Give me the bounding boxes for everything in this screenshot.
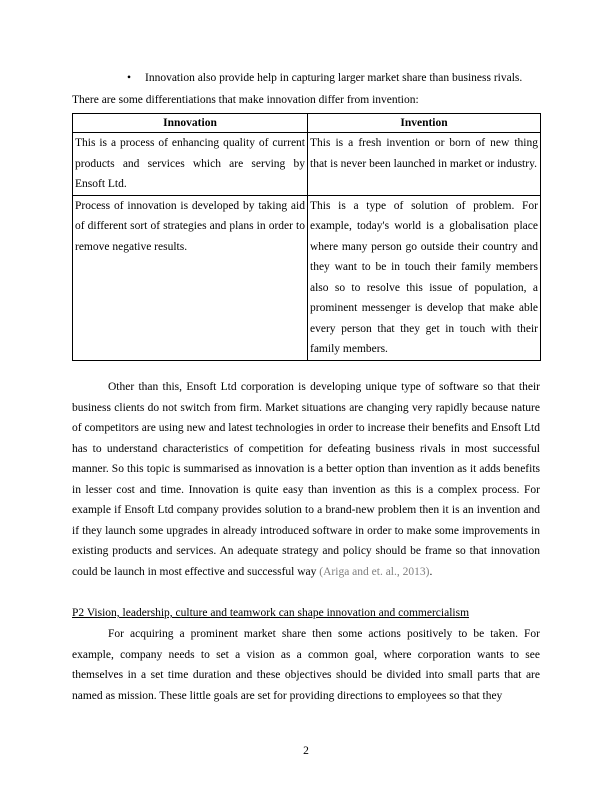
table-header-row bbox=[73, 114, 541, 133]
paragraph-end: . bbox=[429, 565, 433, 578]
table-row bbox=[73, 133, 541, 196]
intro-text: There are some differentiations that make innovation differ from invention: bbox=[72, 94, 419, 106]
table-header-innovation: Innovation bbox=[73, 114, 308, 133]
body-paragraph: For acquiring a prominent market share then some actions positively to be taken. For example, company needs to set a vision as a common goal, where corporation wants to see themselves in a set time duration and these objectives should be divided into small parts that are named as mission. These little goals are set for providing directions to employees so that they bbox=[72, 628, 540, 702]
table-cell: This is a type of solution of problem. For example, today's world is a globalisation place where many person go outside their country and they want to be in touch their family members also so to resolve this issue of population, a prominent messenger is develop that make able every person that they get in touch with their family members. bbox=[308, 195, 541, 360]
body-paragraph bbox=[72, 377, 540, 582]
table-header-invention: Invention bbox=[308, 114, 541, 133]
citation: (Ariga and et. al., 2013) bbox=[319, 565, 430, 578]
bullet-text: Innovation also provide help in capturing larger market share than business rivals. bbox=[145, 72, 523, 84]
table-cell: This is a fresh invention or born of new thing that is never been launched in market or industry. bbox=[308, 133, 541, 196]
page-number: 2 bbox=[303, 745, 309, 757]
paragraph-text: Other than this, Ensoft Ltd corporation is developing unique type of software so that their business clients do not switch from firm. Market situations are changing very rapidly because nature of competitors are using new and latest technologies in order to increase their benefits and Ensoft Ltd has to understand characteristics of competition for defeating business rivals in most successful manner. So this topic is summarised as innovation is a better option than invention as it adds benefits in lesser cost and time. Innovation is quite easy than invention as this is a complex process. For example if Ensoft Ltd company provides solution to a brand-new problem then it is an invention and if they launch some upgrades in already introduced software in order to make some improvements in existing products and services. An adequate strategy and policy should be frame so that innovation could be launch in most effective and successful way bbox=[72, 381, 540, 578]
bullet-icon: • bbox=[127, 72, 132, 84]
table-cell: This is a process of enhancing quality of current products and services which are serving by Ensoft Ltd. bbox=[73, 133, 308, 196]
table-row bbox=[73, 195, 541, 360]
section-heading: P2 Vision, leadership, culture and teamwork can shape innovation and commercialism bbox=[72, 607, 470, 619]
comparison-table bbox=[72, 113, 541, 361]
table-cell: Process of innovation is developed by taking aid of different sort of strategies and plans in order to remove negative results. bbox=[73, 195, 308, 360]
